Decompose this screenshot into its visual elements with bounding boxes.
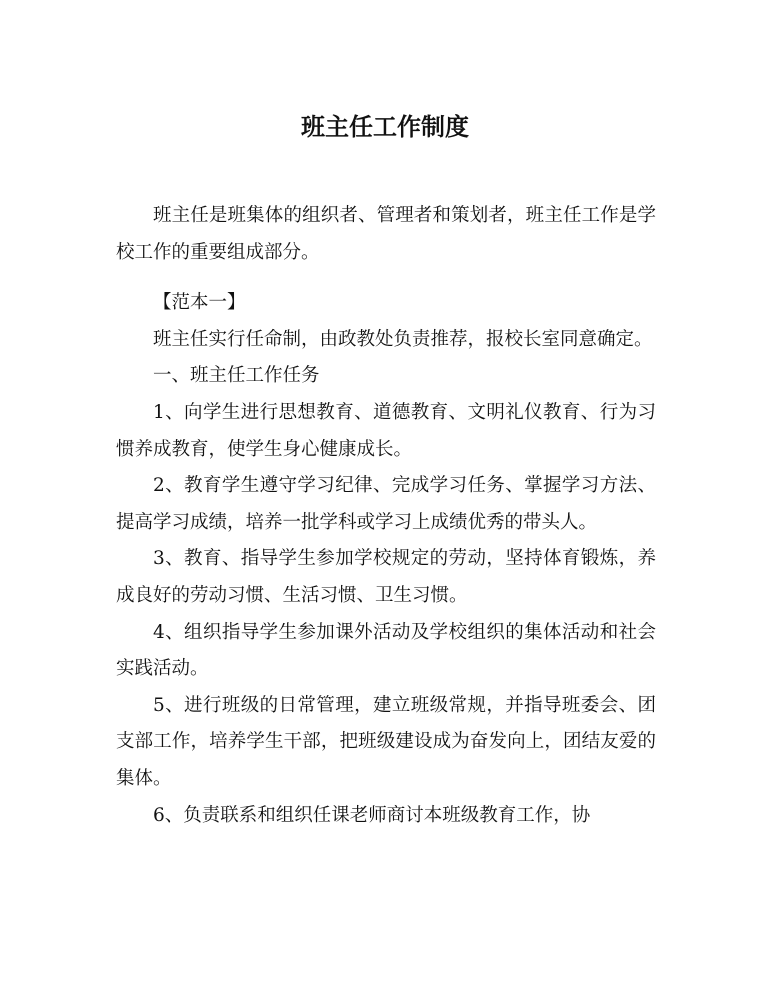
section-label: 【范本一】 <box>153 292 246 314</box>
list-item: 1、向学生进行思想教育、道德教育、文明礼仪教育、行为习惯养成教育，使学生身心健康成长。 <box>116 401 656 460</box>
list-item: 3、教育、指导学生参加学校规定的劳动，坚持体育锻炼，养成良好的劳动习惯、生活习惯、卫生习惯。 <box>116 548 656 606</box>
document-title: 班主任工作制度 <box>301 112 469 141</box>
list-item: 6、负责联系和组织任课老师商讨本班级教育工作，协 <box>153 804 591 826</box>
list-item: 4、组织指导学生参加课外活动及学校组织的集体活动和社会实践活动。 <box>116 621 656 680</box>
paragraph: 班主任实行任命制，由政教处负责推荐，报校长室同意确定。 <box>153 328 653 350</box>
list-item: 2、教育学生遵守学习纪律、完成学习任务、掌握学习方法、提高学习成绩，培养一批学科或学习上成绩优秀的带头人。 <box>116 475 656 533</box>
paragraph-intro: 班主任是班集体的组织者、管理者和策划者，班主任工作是学校工作的重要组成部分。 <box>116 205 656 263</box>
list-item: 5、进行班级的日常管理，建立班级常规，并指导班委会、团支部工作，培养学生干部，把班级建设成为奋发向上，团结友爱的集体。 <box>116 694 656 789</box>
section-heading: 一、班主任工作任务 <box>153 365 320 387</box>
document-body <box>116 198 656 834</box>
